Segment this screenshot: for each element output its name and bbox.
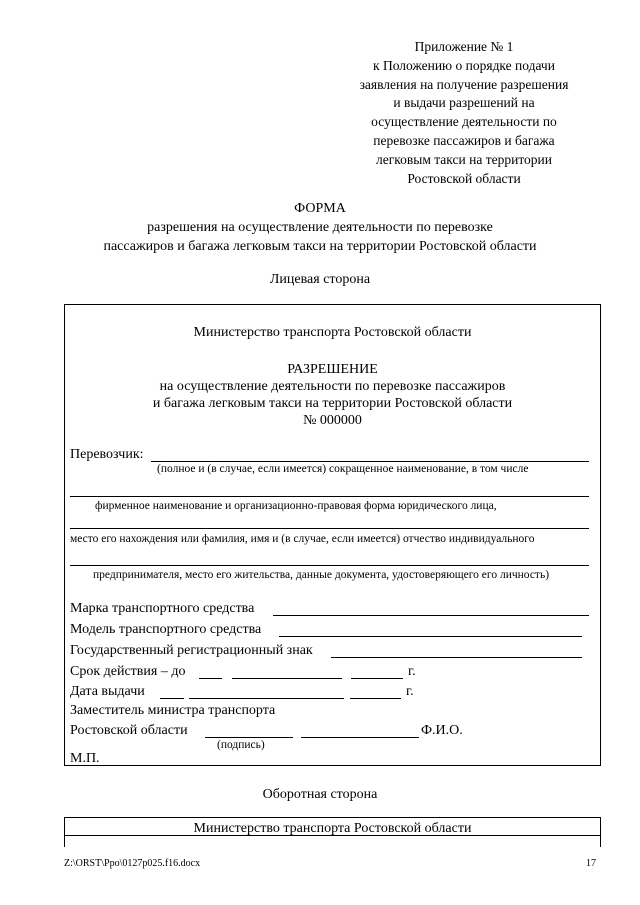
back-ministry: Министерство транспорта Ростовской области — [193, 821, 472, 836]
permit-front-frame — [64, 304, 601, 766]
carrier-hint: место его нахождения или фамилия, имя и (в случае, если имеется) отчество индивидуального — [70, 533, 535, 545]
permit-back-frame — [64, 817, 601, 847]
issue-date-label: Дата выдачи — [70, 684, 145, 699]
appendix-line: к Положению о порядке подачи — [373, 57, 555, 73]
appendix-line: заявления на получение разрешения — [359, 76, 569, 92]
name-label: Ф.И.О. — [421, 723, 463, 738]
deputy-region: Ростовской области — [70, 723, 188, 738]
appendix-reference — [340, 38, 588, 188]
permit-subtitle: на осуществление деятельности по перевозке пассажиров — [159, 379, 506, 394]
carrier-label: Перевозчик: — [70, 447, 144, 462]
vehicle-make-field[interactable] — [273, 615, 589, 616]
valid-until-day-field[interactable] — [199, 678, 222, 679]
back-divider — [65, 835, 600, 836]
form-subtitle: разрешения на осуществление деятельности по перевозке — [147, 220, 493, 235]
carrier-field-line[interactable] — [151, 461, 589, 462]
carrier-hint: (полное и (в случае, если имеется) сокращенное наименование, в том числе — [157, 463, 529, 475]
footer-file-path: Z:\ORST\Ppo\0127p025.f16.docx — [64, 858, 201, 869]
issue-date-day-field[interactable] — [160, 698, 184, 699]
issue-date-year-field[interactable] — [350, 698, 401, 699]
valid-until-year-field[interactable] — [351, 678, 403, 679]
front-side-label: Лицевая сторона — [269, 272, 371, 287]
permit-subtitle: и багажа легковым такси на территории Ростовской области — [152, 396, 513, 411]
carrier-field-line[interactable] — [70, 528, 589, 529]
reg-plate-label: Государственный регистрационный знак — [70, 643, 313, 658]
vehicle-make-label: Марка транспортного средства — [70, 601, 255, 616]
vehicle-model-label: Модель транспортного средства — [70, 622, 262, 637]
permit-ministry: Министерство транспорта Ростовской области — [193, 325, 472, 340]
appendix-line: и выдачи разрешений на — [393, 95, 535, 111]
carrier-field-line[interactable] — [70, 496, 589, 497]
name-field[interactable] — [301, 737, 419, 738]
appendix-line: Приложение № 1 — [414, 39, 514, 54]
form-title: ФОРМА — [294, 201, 346, 216]
permit-number: № 000000 — [303, 413, 362, 428]
appendix-line: перевозке пассажиров и багажа — [373, 132, 555, 148]
carrier-field-line[interactable] — [70, 565, 589, 566]
appendix-line: осуществление деятельности по — [371, 114, 557, 130]
carrier-hint: предпринимателя, место его жительства, данные документа, удостоверяющего его личность) — [93, 569, 550, 581]
issue-date-month-field[interactable] — [189, 698, 344, 699]
deputy-title: Заместитель министра транспорта — [70, 703, 276, 718]
year-suffix: г. — [408, 664, 416, 679]
form-heading — [0, 199, 640, 256]
back-side-label: Оборотная сторона — [262, 787, 378, 802]
permit-title: РАЗРЕШЕНИЕ — [287, 362, 378, 377]
carrier-hint: фирменное наименование и организационно-правовая форма юридического лица, — [95, 500, 497, 512]
vehicle-model-field[interactable] — [279, 636, 582, 637]
signature-hint: (подпись) — [217, 739, 265, 751]
seal-label: М.П. — [70, 751, 100, 766]
appendix-line: легковым такси на территории — [375, 151, 552, 167]
appendix-line: Ростовской области — [407, 170, 521, 186]
form-subtitle: пассажиров и багажа легковым такси на территории Ростовской области — [103, 239, 537, 254]
year-suffix: г. — [406, 684, 414, 699]
signature-field[interactable] — [205, 737, 293, 738]
valid-until-month-field[interactable] — [232, 678, 342, 679]
reg-plate-field[interactable] — [331, 657, 582, 658]
footer-page-number: 17 — [586, 858, 596, 869]
valid-until-label: Срок действия – до — [70, 664, 186, 679]
